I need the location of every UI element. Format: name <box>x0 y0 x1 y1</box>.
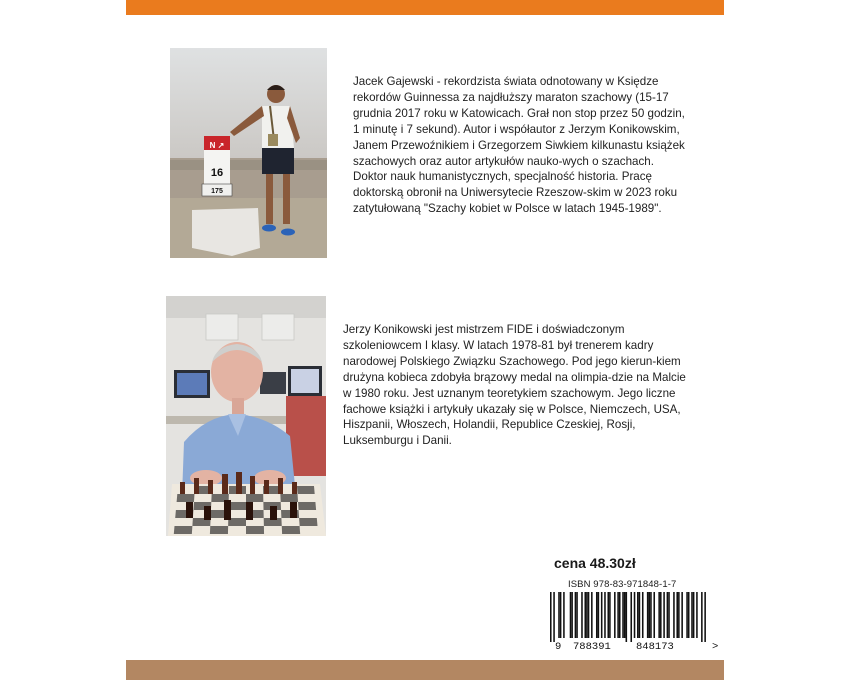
barcode-quiet-zone-mark: > <box>712 641 719 653</box>
milestone-number: 16 <box>210 167 224 179</box>
price-label: cena 48.30zł <box>554 555 636 571</box>
book-back-cover <box>126 0 724 680</box>
milestone-top-text: N ↗ <box>209 141 225 150</box>
author-photo-konikowski <box>166 296 326 536</box>
bio-konikowski: Jerzy Konikowski jest mistrzem FIDE i doświadczonym szkoleniowcem I klasy. W latach 1978-81 był trenerem kadry narodowej Polskiego Związku Szachowego. Pod jego kierun-kiem drużyna kobieca zdobyła brązowy medal na olimpia-dzie na Malcie w 1980 roku. Jest uznanym teoretykiem szachowym. Jego liczne fachowe książki i artykuły ukazały się w Polsce, Niemczech, USA, Hiszpanii, Włoszech, Holandii, Republice Czeskiej, Rosji, Luksemburgu i Danii. <box>343 323 686 448</box>
bottom-color-band <box>126 660 724 680</box>
milestone-plate: 175 <box>211 188 223 195</box>
barcode-left-digits: 788391 <box>573 641 611 653</box>
barcode-lead-digit: 9 <box>555 641 562 653</box>
barcode-right-digits: 848173 <box>636 641 674 653</box>
top-color-band <box>126 0 724 15</box>
isbn-label: ISBN 978-83-971848-1-7 <box>568 579 677 590</box>
author-photo-gajewski <box>170 48 327 258</box>
bio-gajewski: Jacek Gajewski - rekordzista świata odnotowany w Księdze rekordów Guinnessa za najdłuższy maraton szachowy (15-17 grudnia 2017 roku w Katowicach. Grał non stop przez 50 godzin, 1 minutę i 7 sekund). Autor i współautor z Jerzym Konikowskim, Janem Przewoźnikiem i Grzegorzem Siwkiem kilkunastu książek szachowych oraz autor artykułów nauko-wych o szachach. Doktor nauk humanistycznych, specjalność historia. Pracę doktorską obronił na Uniwersytecie Rzeszow-skim w 2023 roku zatytułowaną "Szachy kobiet w Polsce w latach 1945-1989". <box>353 75 685 216</box>
